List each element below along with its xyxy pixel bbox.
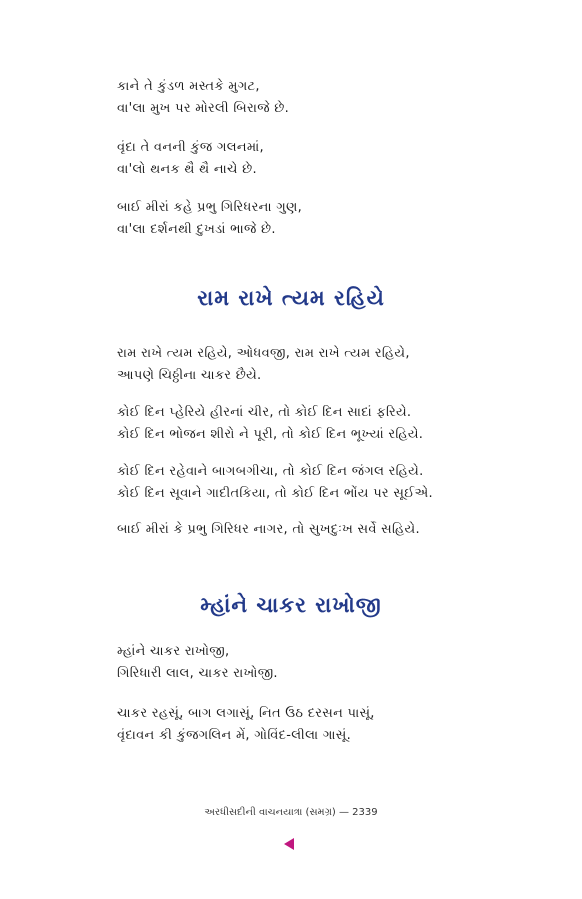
verse-line: કોઈ દિન પ્હેરિયે હીરનાં ચીર, તો કોઈ દિન સાદાં ફરિયે. <box>117 405 412 420</box>
poem2-stanza-1 <box>117 343 517 387</box>
verse-line: વૃંદાવન કી કુંજગલિન મેં, ગોવિંદ-લીલા ગાસૂં. <box>117 728 352 743</box>
verse-line: વા'લા દર્શનથી દુખડાં ભાજે છે. <box>117 222 276 237</box>
poem1-stanza-2 <box>117 137 517 181</box>
verse-line: આપણે ચિઠ્ઠીના ચાકર છૈયે. <box>117 368 262 383</box>
verse-line: બાઈ મીરાં કે પ્રભુ ગિરિધર નાગર, તો સુખદુઃખ સર્વે સહિયે. <box>117 522 420 537</box>
poem2-title: રામ રાખે ત્યમ રહિયે <box>197 286 385 310</box>
verse-line: ચાકર રહસૂં, બાગ લગાસૂં, નિત ઉઠ દરસન પાસૂં, <box>117 706 375 721</box>
poem2-stanza-3 <box>117 461 517 505</box>
verse-line: વા'લા મુખ પર મોરલી બિરાજે છે. <box>117 101 290 116</box>
verse-line: વા'લો થનક થૈ થૈ નાચે છે. <box>117 162 257 177</box>
verse-line: રામ રાખે ત્યમ રહિયે, ઓધવજી, રામ રાખે ત્યમ રહિયે, <box>117 346 410 361</box>
verse-line: વૃંદા તે વનની કુંજ ગલનમાં, <box>117 140 264 155</box>
verse-line: ગિરિધારી લાલ, ચાકર રાખોજી. <box>117 666 278 681</box>
previous-page-arrow-icon[interactable] <box>284 838 294 850</box>
poem1-stanza-1 <box>117 76 517 120</box>
verse-line: કોઈ દિન ભોજન શીરો ને પૂરી, તો કોઈ દિન ભૂખ્યાં રહિયે. <box>117 427 424 442</box>
poem3-stanza-2 <box>117 703 517 747</box>
poem1-stanza-3 <box>117 197 517 241</box>
poem2-stanza-4 <box>117 519 517 541</box>
verse-line: કોઈ દિન રહેવાને બાગબગીચા, તો કોઈ દિન જંગલ રહિયે. <box>117 464 424 479</box>
poem2-stanza-2 <box>117 402 517 446</box>
poem3-stanza-1 <box>117 641 517 685</box>
verse-line: કાને તે કુંડળ મસ્તકે મુગટ, <box>117 79 260 94</box>
verse-line: કોઈ દિન સૂવાને ગાદીતકિયા, તો કોઈ દિન ભોંય પર સૂઈએ. <box>117 486 433 501</box>
verse-line: બાઈ મીરાં કહે પ્રભુ ગિરિધરના ગુણ, <box>117 200 303 215</box>
poem3-title: મ્હાંને ચાકર રાખોજી <box>200 593 382 617</box>
page-footer: અરધીસદીની વાચનયાત્રા (સમગ્ર) — 2339 <box>204 807 378 818</box>
verse-line: મ્હાંને ચાકર રાખોજી, <box>117 644 230 659</box>
